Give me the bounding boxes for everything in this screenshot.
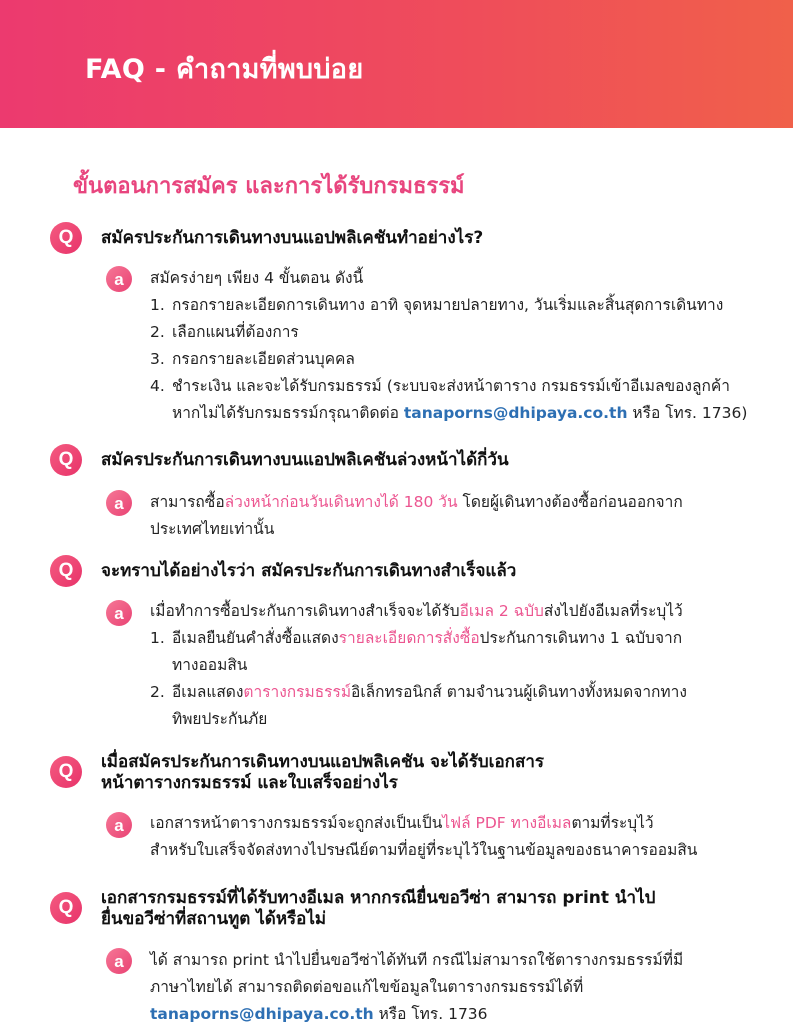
question-text: เอกสารกรมธรรม์ที่ได้รับทางอีเมล หากกรณียื่นขอวีซ่า สามารถ print นำไป ยื่นขอวีซ่าที่สถานทูต ได้หรือไม่ <box>101 888 656 929</box>
list-item: 2. อีเมลแสดงตารางกรมธรรม์อิเล็กทรอนิกส์ ตามจำนวนผู้เดินทางทั้งหมดจากทาง <box>150 683 687 701</box>
answer-text <box>150 265 750 427</box>
answer-icon: a <box>106 490 132 516</box>
list-item-continuation: ทางออมสิน <box>172 656 248 674</box>
answer-text: ได้ สามารถ print นำไปยื่นขอวีซ่าได้ทันที กรณีไม่สามารถใช้ตารางกรมธรรม์ที่มี ภาษาไทยได้ สามารถติดต่อขอแก้ไขข้อมูลในตารางกรมธรรม์ได้ที่ tanaporns@dhipaya.co.th หรือ โทร. 1736 <box>150 951 684 1023</box>
email-list <box>150 625 750 733</box>
list-item: 3. กรอกรายละเอียดส่วนบุคคล <box>150 350 355 368</box>
question-text: เมื่อสมัครประกันการเดินทางบนแอปพลิเคชัน จะได้รับเอกสาร หน้าตารางกรมธรรม์ และใบเสร็จอย่างไร <box>101 752 544 793</box>
question-icon: Q <box>50 756 82 788</box>
page-header <box>0 0 793 128</box>
list-item: 1. กรอกรายละเอียดการเดินทาง อาทิ จุดหมายปลายทาง, วันเริ่มและสิ้นสุดการเดินทาง <box>150 296 724 314</box>
question-text: สมัครประกันการเดินทางบนแอปพลิเคชันทำอย่างไร? <box>101 228 484 248</box>
steps-list <box>150 292 750 427</box>
list-item-continuation: ทิพยประกันภัย <box>172 710 268 728</box>
list-item: 2. เลือกแผนที่ต้องการ <box>150 323 299 341</box>
list-item: 4. ชำระเงิน และจะได้รับกรมธรรม์ (ระบบจะส่งหน้าตาราง กรมธรรม์เข้าอีเมลของลูกค้า <box>150 377 730 395</box>
question-icon: Q <box>50 892 82 924</box>
answer-text: เมื่อทำการซื้อประกันการเดินทางสำเร็จจะได้รับอีเมล 2 ฉบับส่งไปยังอีเมลที่ระบุไว้ 1. อีเมลยืนยันคำสั่งซื้อแสดงรายละเอียดการสั่งซื้อประกันการเดินทาง 1 ฉบับจาก ทางออมสิน 2. อีเมลแสดงตารางกรมธรรม์อิเล็กทรอนิกส์ ตามจำนวนผู้เดินทางทั้งหมดจากทาง ทิพยประกันภัย <box>150 598 750 733</box>
question-text: สมัครประกันการเดินทางบนแอปพลิเคชันล่วงหน้าได้กี่วัน <box>101 450 509 470</box>
contact-email-link[interactable]: tanaporns@dhipaya.co.th <box>403 404 628 422</box>
list-item: 1. อีเมลยืนยันคำสั่งซื้อแสดงรายละเอียดการสั่งซื้อประกันการเดินทาง 1 ฉบับจาก <box>150 629 683 647</box>
contact-email-link[interactable]: tanaporns@dhipaya.co.th <box>150 1005 374 1023</box>
answer-icon: a <box>106 266 132 292</box>
answer-text: สามารถซื้อล่วงหน้าก่อนวันเดินทางได้ 180 วัน โดยผู้เดินทางต้องซื้อก่อนออกจาก ประเทศไทยเท่านั้น <box>150 493 683 538</box>
answer-text: เอกสารหน้าตารางกรมธรรม์จะถูกส่งเป็นเป็นไฟล์ PDF ทางอีเมลตามที่ระบุไว้ สำหรับใบเสร็จจัดส่งทางไปรษณีย์ตามที่อยู่ที่ระบุไว้ในฐานข้อมูลของธนาคารออมสิน <box>150 814 698 859</box>
section-title: ขั้นตอนการสมัคร และการได้รับกรมธรรม์ <box>73 174 465 199</box>
page-title: FAQ - คำถามที่พบบ่อย <box>85 54 364 85</box>
question-icon: Q <box>50 555 82 587</box>
list-item-continuation: หากไม่ได้รับกรมธรรม์กรุณาติดต่อ tanaporns@dhipaya.co.th หรือ โทร. 1736) <box>172 404 748 422</box>
answer-icon: a <box>106 948 132 974</box>
highlight-text: อีเมล 2 ฉบับ <box>459 602 544 620</box>
answer-intro: สมัครง่ายๆ เพียง 4 ขั้นตอน ดังนี้ <box>150 269 364 287</box>
question-icon: Q <box>50 222 82 254</box>
highlight-text: ไฟล์ PDF ทางอีเมล <box>442 814 572 832</box>
question-text: จะทราบได้อย่างไรว่า สมัครประกันการเดินทางสำเร็จแล้ว <box>101 561 517 581</box>
question-icon: Q <box>50 444 82 476</box>
answer-icon: a <box>106 600 132 626</box>
answer-icon: a <box>106 812 132 838</box>
highlight-text: ล่วงหน้าก่อนวันเดินทางได้ 180 วัน <box>224 493 458 511</box>
